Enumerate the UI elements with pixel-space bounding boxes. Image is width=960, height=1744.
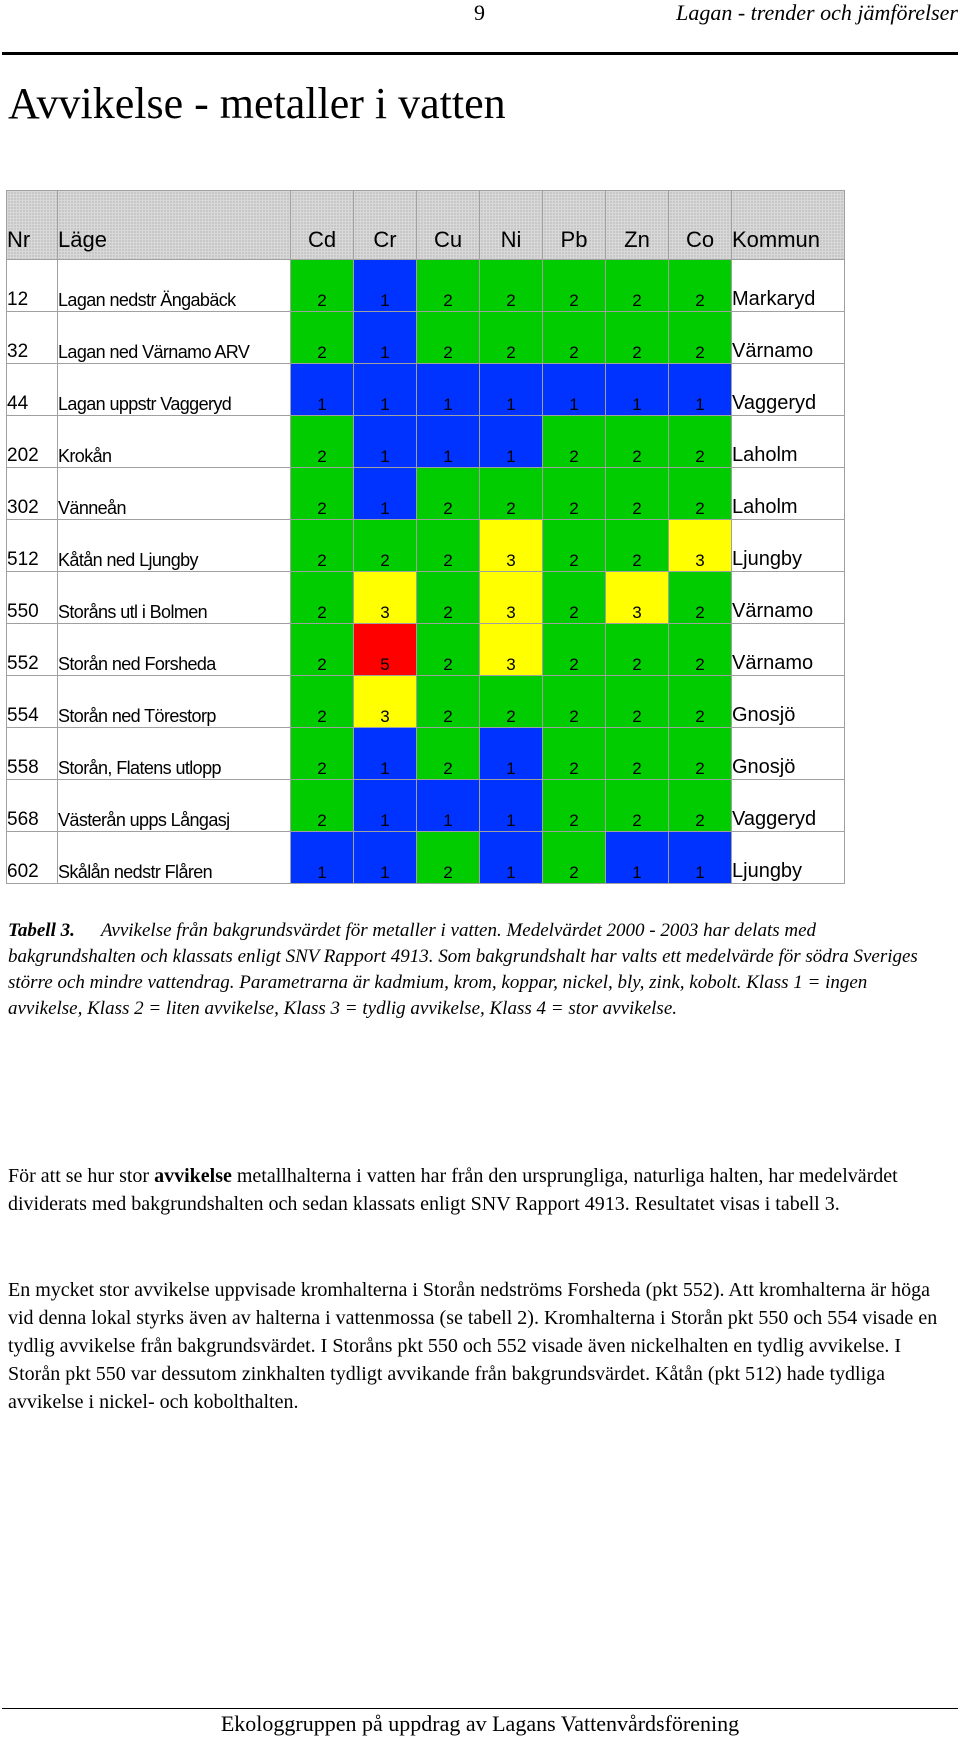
row-kommun: Gnosjö — [732, 728, 845, 780]
class-cell-co — [669, 780, 732, 832]
class-value: 2 — [569, 447, 579, 466]
class-value: 1 — [695, 863, 705, 882]
class-cell-ni — [480, 780, 543, 832]
page-number: 9 — [474, 0, 485, 25]
class-cell-zn — [606, 780, 669, 832]
row-lage: Västerån upps Långasj — [58, 780, 291, 832]
class-cell-pb — [543, 312, 606, 364]
class-value: 2 — [632, 811, 642, 830]
row-nr: 44 — [7, 364, 58, 416]
class-cell-co — [669, 624, 732, 676]
class-value: 2 — [443, 603, 453, 622]
page-title: Avvikelse - metaller i vatten — [8, 79, 506, 128]
class-value: 2 — [632, 447, 642, 466]
class-cell-zn — [606, 260, 669, 312]
class-cell-cr — [354, 676, 417, 728]
class-cell-pb — [543, 364, 606, 416]
class-cell-cu — [417, 572, 480, 624]
class-value: 2 — [695, 707, 705, 726]
table-row — [7, 312, 845, 364]
class-value: 2 — [569, 655, 579, 674]
row-nr: 558 — [7, 728, 58, 780]
class-cell-cr — [354, 520, 417, 572]
class-cell-zn — [606, 676, 669, 728]
paragraph-method-bold: avvikelse — [154, 1165, 232, 1187]
class-value: 1 — [506, 447, 516, 466]
row-kommun: Värnamo — [732, 572, 845, 624]
class-cell-cu — [417, 624, 480, 676]
class-value: 2 — [569, 863, 579, 882]
class-cell-pb — [543, 624, 606, 676]
row-kommun: Värnamo — [732, 624, 845, 676]
class-cell-cd — [291, 728, 354, 780]
class-value: 2 — [506, 499, 516, 518]
row-nr: 202 — [7, 416, 58, 468]
class-cell-cu — [417, 676, 480, 728]
class-value: 1 — [632, 395, 642, 414]
row-kommun: Laholm — [732, 468, 845, 520]
class-value: 3 — [506, 655, 516, 674]
page-header — [0, 0, 960, 56]
table-row — [7, 260, 845, 312]
class-cell-pb — [543, 832, 606, 884]
column-header-cr: Cr — [354, 191, 417, 260]
row-kommun: Ljungby — [732, 832, 845, 884]
class-value: 1 — [380, 447, 390, 466]
class-cell-cd — [291, 832, 354, 884]
class-value: 2 — [632, 759, 642, 778]
class-cell-pb — [543, 676, 606, 728]
row-lage: Skålån nedstr Flåren — [58, 832, 291, 884]
class-value: 2 — [506, 343, 516, 362]
class-cell-cu — [417, 416, 480, 468]
class-value: 2 — [317, 447, 327, 466]
class-value: 1 — [380, 811, 390, 830]
class-cell-ni — [480, 416, 543, 468]
class-value: 2 — [317, 811, 327, 830]
class-value: 2 — [443, 291, 453, 310]
class-value: 1 — [380, 343, 390, 362]
table-row — [7, 364, 845, 416]
class-cell-co — [669, 364, 732, 416]
class-cell-ni — [480, 572, 543, 624]
class-value: 1 — [317, 395, 327, 414]
class-cell-pb — [543, 572, 606, 624]
table-row — [7, 416, 845, 468]
class-cell-cu — [417, 468, 480, 520]
class-value: 2 — [569, 551, 579, 570]
class-value: 2 — [317, 707, 327, 726]
row-nr: 302 — [7, 468, 58, 520]
class-cell-cd — [291, 260, 354, 312]
class-value: 2 — [695, 499, 705, 518]
class-cell-zn — [606, 416, 669, 468]
class-cell-cu — [417, 780, 480, 832]
column-header-nr: Nr — [7, 191, 58, 260]
row-kommun: Laholm — [732, 416, 845, 468]
class-cell-co — [669, 572, 732, 624]
class-value: 3 — [632, 603, 642, 622]
class-value: 1 — [380, 395, 390, 414]
class-cell-cd — [291, 572, 354, 624]
class-cell-cr — [354, 624, 417, 676]
row-kommun: Vaggeryd — [732, 364, 845, 416]
row-nr: 554 — [7, 676, 58, 728]
class-cell-cr — [354, 416, 417, 468]
class-value: 2 — [569, 707, 579, 726]
table-row — [7, 468, 845, 520]
row-nr: 32 — [7, 312, 58, 364]
row-lage: Storån, Flatens utlopp — [58, 728, 291, 780]
column-header-pb: Pb — [543, 191, 606, 260]
class-cell-cd — [291, 780, 354, 832]
class-cell-cr — [354, 260, 417, 312]
class-value: 2 — [443, 655, 453, 674]
class-cell-pb — [543, 468, 606, 520]
column-header-co: Co — [669, 191, 732, 260]
class-value: 2 — [632, 551, 642, 570]
class-cell-cd — [291, 468, 354, 520]
class-value: 1 — [506, 863, 516, 882]
class-value: 2 — [506, 291, 516, 310]
row-nr: 602 — [7, 832, 58, 884]
class-cell-ni — [480, 260, 543, 312]
class-cell-cd — [291, 520, 354, 572]
row-nr: 12 — [7, 260, 58, 312]
class-cell-ni — [480, 728, 543, 780]
class-cell-cd — [291, 364, 354, 416]
class-cell-co — [669, 676, 732, 728]
class-value: 2 — [569, 603, 579, 622]
table-row — [7, 676, 845, 728]
running-title: Lagan - trender och jämförelser — [676, 0, 958, 25]
class-cell-pb — [543, 416, 606, 468]
table-row — [7, 572, 845, 624]
class-value: 2 — [317, 291, 327, 310]
row-kommun: Värnamo — [732, 312, 845, 364]
row-nr: 512 — [7, 520, 58, 572]
class-value: 2 — [569, 499, 579, 518]
class-value: 2 — [317, 551, 327, 570]
class-cell-zn — [606, 728, 669, 780]
class-cell-cd — [291, 624, 354, 676]
class-value: 2 — [317, 499, 327, 518]
class-value: 2 — [569, 759, 579, 778]
class-cell-cd — [291, 416, 354, 468]
class-cell-cd — [291, 312, 354, 364]
table-body — [7, 260, 845, 884]
class-cell-cr — [354, 780, 417, 832]
table-header-row — [7, 191, 845, 260]
class-value: 2 — [506, 707, 516, 726]
row-kommun: Vaggeryd — [732, 780, 845, 832]
class-cell-ni — [480, 676, 543, 728]
class-cell-ni — [480, 468, 543, 520]
row-lage: Krokån — [58, 416, 291, 468]
class-value: 2 — [443, 343, 453, 362]
class-cell-pb — [543, 780, 606, 832]
caption-label: Tabell 3. — [8, 920, 75, 941]
class-cell-cr — [354, 572, 417, 624]
class-value: 1 — [443, 395, 453, 414]
class-value: 1 — [380, 863, 390, 882]
table-caption — [8, 918, 943, 1022]
column-header-cd: Cd — [291, 191, 354, 260]
class-value: 2 — [695, 655, 705, 674]
row-lage: Storån ned Törestorp — [58, 676, 291, 728]
class-value: 2 — [632, 343, 642, 362]
column-header-cu: Cu — [417, 191, 480, 260]
class-value: 2 — [695, 447, 705, 466]
class-value: 2 — [443, 707, 453, 726]
row-lage: Lagan uppstr Vaggeryd — [58, 364, 291, 416]
class-cell-zn — [606, 624, 669, 676]
row-nr: 568 — [7, 780, 58, 832]
class-value: 1 — [632, 863, 642, 882]
row-lage: Vänneån — [58, 468, 291, 520]
class-cell-ni — [480, 364, 543, 416]
table-row — [7, 832, 845, 884]
column-header-lage: Läge — [58, 191, 291, 260]
class-cell-co — [669, 728, 732, 780]
class-value: 3 — [380, 603, 390, 622]
class-cell-co — [669, 312, 732, 364]
class-value: 2 — [695, 291, 705, 310]
table-row — [7, 780, 845, 832]
paragraph-method-end: metallhalterna i vatten har från den ursprungliga, naturliga halten, har medelvärdet dividerats med bakgrundshalten och sedan klassats enligt SNV Rapport 4913. Resultatet visas i tabell 3. — [8, 1165, 898, 1215]
class-cell-co — [669, 416, 732, 468]
row-lage: Storån ned Forsheda — [58, 624, 291, 676]
footer-rule — [2, 1708, 958, 1709]
row-lage: Storåns utl i Bolmen — [58, 572, 291, 624]
class-value: 2 — [443, 499, 453, 518]
class-value: 1 — [443, 447, 453, 466]
class-cell-zn — [606, 832, 669, 884]
class-value: 2 — [317, 603, 327, 622]
class-cell-co — [669, 260, 732, 312]
class-cell-cr — [354, 468, 417, 520]
class-cell-zn — [606, 364, 669, 416]
page-footer: Ekologgruppen på uppdrag av Lagans Vattenvårdsförening — [220, 1711, 740, 1736]
metals-deviation-table — [6, 190, 845, 884]
class-value: 1 — [317, 863, 327, 882]
class-value: 2 — [695, 811, 705, 830]
column-header-kommun: Kommun — [732, 191, 845, 260]
row-kommun: Markaryd — [732, 260, 845, 312]
class-cell-cu — [417, 520, 480, 572]
class-value: 2 — [569, 811, 579, 830]
class-value: 1 — [506, 759, 516, 778]
class-cell-cr — [354, 728, 417, 780]
class-cell-zn — [606, 520, 669, 572]
class-value: 2 — [443, 863, 453, 882]
class-value: 1 — [506, 395, 516, 414]
class-value: 3 — [506, 551, 516, 570]
class-value: 2 — [317, 655, 327, 674]
class-cell-pb — [543, 520, 606, 572]
class-cell-zn — [606, 468, 669, 520]
header-rule — [2, 52, 958, 55]
class-cell-zn — [606, 572, 669, 624]
class-value: 1 — [569, 395, 579, 414]
class-value: 1 — [443, 811, 453, 830]
class-cell-cu — [417, 364, 480, 416]
row-nr: 552 — [7, 624, 58, 676]
class-value: 1 — [380, 499, 390, 518]
paragraph-method — [8, 1162, 948, 1218]
row-lage: Kåtån ned Ljungby — [58, 520, 291, 572]
class-value: 2 — [443, 551, 453, 570]
column-header-zn: Zn — [606, 191, 669, 260]
class-cell-ni — [480, 832, 543, 884]
class-value: 2 — [632, 499, 642, 518]
class-value: 3 — [506, 603, 516, 622]
class-value: 2 — [632, 655, 642, 674]
row-kommun: Gnosjö — [732, 676, 845, 728]
row-lage: Lagan nedstr Ängabäck — [58, 260, 291, 312]
class-cell-co — [669, 520, 732, 572]
class-cell-cr — [354, 364, 417, 416]
class-cell-cr — [354, 312, 417, 364]
class-value: 2 — [317, 759, 327, 778]
class-value: 3 — [380, 707, 390, 726]
class-value: 2 — [443, 759, 453, 778]
class-value: 5 — [380, 655, 390, 674]
class-value: 1 — [695, 395, 705, 414]
class-value: 2 — [632, 707, 642, 726]
table-row — [7, 728, 845, 780]
class-value: 1 — [506, 811, 516, 830]
row-nr: 550 — [7, 572, 58, 624]
class-value: 2 — [695, 603, 705, 622]
class-value: 1 — [380, 759, 390, 778]
class-cell-co — [669, 468, 732, 520]
class-value: 2 — [695, 343, 705, 362]
column-header-ni: Ni — [480, 191, 543, 260]
class-cell-cd — [291, 676, 354, 728]
class-cell-cr — [354, 832, 417, 884]
class-value: 2 — [695, 759, 705, 778]
class-cell-ni — [480, 624, 543, 676]
table-row — [7, 624, 845, 676]
class-cell-cu — [417, 832, 480, 884]
class-cell-zn — [606, 312, 669, 364]
class-value: 2 — [317, 343, 327, 362]
class-cell-cu — [417, 728, 480, 780]
paragraph-method-start: För att se hur stor — [8, 1165, 155, 1187]
class-value: 2 — [380, 551, 390, 570]
class-cell-ni — [480, 520, 543, 572]
class-value: 2 — [569, 291, 579, 310]
class-value: 2 — [569, 343, 579, 362]
class-value: 1 — [380, 291, 390, 310]
class-cell-ni — [480, 312, 543, 364]
paragraph-results: En mycket stor avvikelse uppvisade kromhalterna i Storån nedströms Forsheda (pkt 552). Att kromhalterna är höga vid denna lokal styrks även av halterna i vattenmossa (se tabell 2). Kromhalterna i Storån pkt 550 och 554 visade en tydlig avvikelse från bakgrundsvärdet. I Storåns pkt 550 och 552 visade även nickelhalten en tydlig avvikelse. I Storån pkt 550 var dessutom zinkhalten tydligt avvikande från bakgrundsvärdet. Kåtån (pkt 512) hade tydliga avvikelse i nickel- och kobolthalten. — [8, 1279, 938, 1413]
class-cell-pb — [543, 260, 606, 312]
class-cell-pb — [543, 728, 606, 780]
caption-text: Avvikelse från bakgrundsvärdet för metaller i vatten. Medelvärdet 2000 - 2003 har delats med bakgrundshalten och klassats enligt SNV Rapport 4913. Som bakgrundshalt har valts ett medelvärde för södra Sveriges större och mindre vattendrag. Parametrarna är kadmium, krom, koppar, nickel, bly, zink, kobolt. Klass 1 = ingen avvikelse, Klass 2 = liten avvikelse, Klass 3 = tydlig avvikelse, Klass 4 = stor avvikelse. — [8, 920, 918, 1019]
row-kommun: Ljungby — [732, 520, 845, 572]
table-row — [7, 520, 845, 572]
class-value: 3 — [695, 551, 705, 570]
class-value: 2 — [632, 291, 642, 310]
row-lage: Lagan ned Värnamo ARV — [58, 312, 291, 364]
class-cell-co — [669, 832, 732, 884]
class-cell-cu — [417, 312, 480, 364]
class-cell-cu — [417, 260, 480, 312]
